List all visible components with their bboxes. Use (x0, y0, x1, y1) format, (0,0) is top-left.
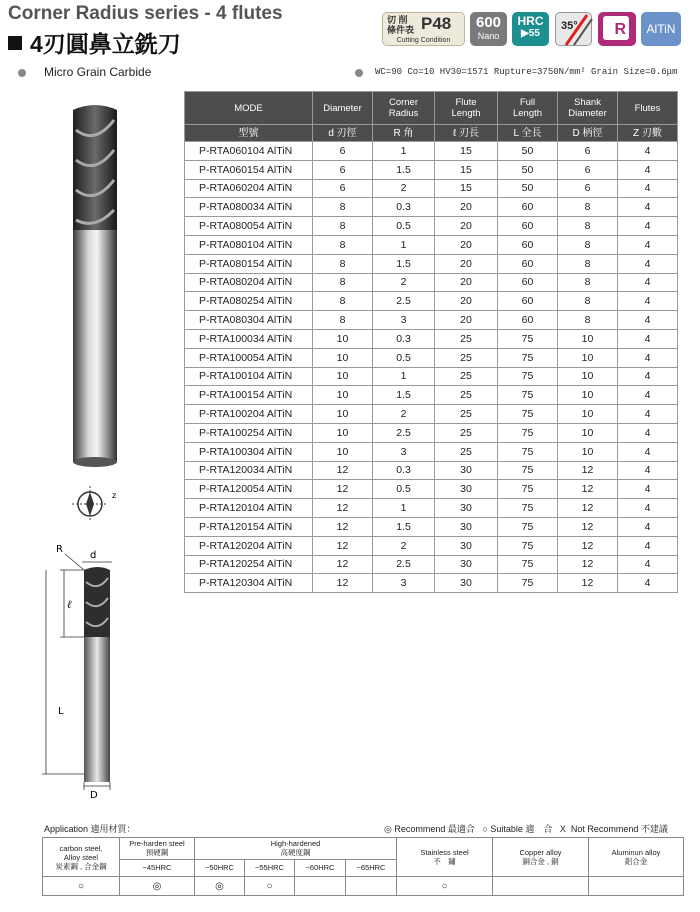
table-cell: 2.5 (373, 555, 435, 574)
table-cell: 10 (313, 386, 373, 405)
application-table (42, 837, 684, 896)
table-cell: 75 (498, 386, 558, 405)
col-shank-diameter: Shank Diameter (558, 92, 618, 125)
app-carbon-steel: carbon steel, Alloy steel 炭素鋼 , 合金鋼 (43, 838, 120, 877)
table-cell: P-RTA060154 AlTiN (185, 160, 313, 179)
table-cell: 4 (618, 273, 678, 292)
table-cell: 30 (435, 574, 498, 593)
col-diameter: Diameter (313, 92, 373, 125)
app-hrc-50: ~50HRC (195, 859, 245, 876)
table-cell: 6 (558, 160, 618, 179)
table-cell: 60 (498, 311, 558, 330)
table-cell: 4 (618, 423, 678, 442)
application-legend: ◎ Recommend 最適合 ○ Suitable 適 合 X Not Recommend 不建議 (384, 824, 668, 834)
col-flutes-zh: Z 刃數 (618, 125, 678, 142)
bullet-icon (355, 69, 363, 77)
col-mode: MODE (185, 92, 313, 125)
table-row (185, 217, 678, 236)
table-cell: 30 (435, 480, 498, 499)
table-cell: 12 (313, 480, 373, 499)
table-cell: 10 (558, 386, 618, 405)
table-cell: 8 (313, 254, 373, 273)
table-cell: 12 (313, 536, 373, 555)
col-full-length-zh: L 全長 (498, 125, 558, 142)
table-cell: 60 (498, 198, 558, 217)
helix-angle-value: 35° (561, 20, 578, 32)
table-cell: 20 (435, 235, 498, 254)
table-cell: P-RTA100204 AlTiN (185, 405, 313, 424)
table-cell: 2 (373, 536, 435, 555)
table-cell: P-RTA080254 AlTiN (185, 292, 313, 311)
table-cell: 20 (435, 254, 498, 273)
table-cell: 4 (618, 499, 678, 518)
table-cell: 12 (558, 555, 618, 574)
helix-angle-badge (555, 12, 592, 46)
nano-label: Nano (477, 31, 500, 41)
table-cell: 4 (618, 235, 678, 254)
dim-r-label: R (56, 544, 63, 555)
table-cell: 60 (498, 292, 558, 311)
table-row (185, 198, 678, 217)
table-cell: 0.3 (373, 329, 435, 348)
table-cell: 4 (618, 405, 678, 424)
col-corner-radius-zh: R 角 (373, 125, 435, 142)
table-cell: P-RTA120304 AlTiN (185, 574, 313, 593)
hrc-value: ▶55 (521, 28, 540, 39)
table-cell: 12 (558, 536, 618, 555)
table-cell: 8 (313, 273, 373, 292)
table-cell: 8 (558, 292, 618, 311)
table-row (185, 423, 678, 442)
table-cell: 10 (313, 329, 373, 348)
app-mark-hrc65 (346, 877, 397, 896)
table-cell: P-RTA100254 AlTiN (185, 423, 313, 442)
table-cell: 25 (435, 442, 498, 461)
table-cell: 10 (313, 423, 373, 442)
table-cell: 2.5 (373, 423, 435, 442)
coating-badge: AlTiN (641, 12, 681, 46)
app-copper: Copper alloy 銅合金 , 銅 (493, 838, 589, 877)
app-highhard: High-hardened 高硬度鋼 (195, 838, 397, 860)
table-cell: 4 (618, 536, 678, 555)
table-cell: 8 (558, 311, 618, 330)
table-cell: 10 (558, 405, 618, 424)
table-cell: P-RTA080304 AlTiN (185, 311, 313, 330)
table-cell: P-RTA100034 AlTiN (185, 329, 313, 348)
square-bullet-icon (8, 36, 22, 50)
col-full-length: Full Length (498, 92, 558, 125)
table-row (185, 405, 678, 424)
table-cell: P-RTA060104 AlTiN (185, 142, 313, 161)
app-mark-aluminum (589, 877, 684, 896)
table-cell: 8 (558, 254, 618, 273)
table-cell: 0.5 (373, 217, 435, 236)
table-cell: P-RTA120054 AlTiN (185, 480, 313, 499)
table-cell: 2.5 (373, 292, 435, 311)
table-cell: 10 (558, 423, 618, 442)
table-cell: 75 (498, 480, 558, 499)
table-row (185, 574, 678, 593)
table-cell: P-RTA100104 AlTiN (185, 367, 313, 386)
hrc-badge (512, 12, 549, 46)
table-cell: 2 (373, 405, 435, 424)
table-cell: 50 (498, 160, 558, 179)
table-cell: 12 (313, 555, 373, 574)
table-cell: 12 (313, 461, 373, 480)
table-cell: 20 (435, 198, 498, 217)
table-row (185, 367, 678, 386)
table-cell: 4 (618, 160, 678, 179)
table-cell: 0.5 (373, 348, 435, 367)
table-cell: P-RTA120034 AlTiN (185, 461, 313, 480)
table-cell: 8 (558, 198, 618, 217)
table-cell: 75 (498, 461, 558, 480)
app-mark-hrc60 (295, 877, 346, 896)
table-cell: P-RTA120204 AlTiN (185, 536, 313, 555)
bullet-icon (18, 69, 26, 77)
material-specs: WC=90 Co=10 HV30=1571 Rupture=3750N/mm² Grain Size=0.6μm (375, 67, 678, 77)
table-cell: 75 (498, 499, 558, 518)
table-row (185, 329, 678, 348)
table-cell: 75 (498, 555, 558, 574)
table-cell: 12 (313, 574, 373, 593)
col-corner-radius: Corner Radius (373, 92, 435, 125)
table-cell: P-RTA120104 AlTiN (185, 499, 313, 518)
table-cell: 60 (498, 273, 558, 292)
nano-badge (470, 12, 507, 46)
corner-radius-badge (598, 12, 636, 46)
app-mark-copper (493, 877, 589, 896)
table-row (185, 536, 678, 555)
table-cell: 25 (435, 386, 498, 405)
table-cell: 4 (618, 311, 678, 330)
table-cell: 10 (558, 329, 618, 348)
app-hrc-55: ~55HRC (245, 859, 295, 876)
table-cell: 25 (435, 367, 498, 386)
table-cell: 3 (373, 574, 435, 593)
table-cell: 8 (313, 292, 373, 311)
dim-full-length-label: L (58, 706, 64, 717)
table-cell: 15 (435, 142, 498, 161)
table-cell: P-RTA100304 AlTiN (185, 442, 313, 461)
table-cell: 75 (498, 329, 558, 348)
table-row (185, 386, 678, 405)
table-cell: P-RTA080034 AlTiN (185, 198, 313, 217)
table-cell: 8 (313, 311, 373, 330)
table-cell: 4 (618, 348, 678, 367)
dim-d-label: d (90, 550, 97, 561)
cutting-en-label: Cutting Condition (396, 37, 451, 44)
col-flute-length-zh: ℓ 刃長 (435, 125, 498, 142)
table-cell: 1.5 (373, 254, 435, 273)
table-cell: 4 (618, 480, 678, 499)
table-cell: 4 (618, 292, 678, 311)
table-cell: 25 (435, 405, 498, 424)
table-cell: 12 (558, 574, 618, 593)
table-cell: 4 (618, 574, 678, 593)
table-cell: 6 (313, 142, 373, 161)
app-preharden: Pre-harden steel 預硬鋼 (120, 838, 195, 860)
cutting-zh-label: 切 削 條件表 (387, 15, 415, 35)
table-cell: 30 (435, 461, 498, 480)
dimension-drawing (38, 542, 133, 802)
cutting-code: P48 (421, 14, 452, 33)
table-cell: 15 (435, 179, 498, 198)
application-label: Application 適用材質： (44, 824, 136, 834)
app-mark-stainless: ○ (397, 877, 493, 896)
table-cell: 6 (558, 142, 618, 161)
header-row-english (185, 92, 678, 125)
table-cell: 10 (558, 442, 618, 461)
spec-table (184, 91, 678, 593)
table-cell: 75 (498, 405, 558, 424)
table-row (185, 160, 678, 179)
table-cell: 4 (618, 217, 678, 236)
app-hrc-65: ~65HRC (346, 859, 397, 876)
table-cell: 75 (498, 517, 558, 536)
table-cell: 25 (435, 329, 498, 348)
table-cell: 4 (618, 142, 678, 161)
table-cell: 20 (435, 273, 498, 292)
table-cell: 2 (373, 273, 435, 292)
table-cell: 20 (435, 292, 498, 311)
table-cell: 4 (618, 329, 678, 348)
cutting-condition-badge[interactable] (382, 12, 465, 46)
table-cell: 75 (498, 423, 558, 442)
table-row (185, 480, 678, 499)
table-cell: P-RTA080104 AlTiN (185, 235, 313, 254)
table-cell: 4 (618, 179, 678, 198)
table-row (185, 311, 678, 330)
table-cell: 4 (618, 367, 678, 386)
app-preharden-hrc: ~45HRC (120, 859, 195, 876)
table-cell: 4 (618, 386, 678, 405)
end-mill-photo (60, 100, 130, 470)
col-mode-zh: 型號 (185, 125, 313, 142)
table-cell: 6 (558, 179, 618, 198)
table-cell: 30 (435, 555, 498, 574)
table-cell: P-RTA120254 AlTiN (185, 555, 313, 574)
table-cell: 60 (498, 235, 558, 254)
table-row (185, 461, 678, 480)
table-cell: 3 (373, 311, 435, 330)
table-cell: 10 (313, 442, 373, 461)
table-cell: 4 (618, 461, 678, 480)
cross-section-icon (68, 484, 128, 524)
table-cell: 4 (618, 254, 678, 273)
app-aluminum: Aluminun alloy 鋁合金 (589, 838, 684, 877)
table-cell: 4 (618, 198, 678, 217)
table-cell: 8 (313, 198, 373, 217)
table-row (185, 254, 678, 273)
table-cell: 2 (373, 179, 435, 198)
table-row (185, 179, 678, 198)
table-cell: 12 (313, 499, 373, 518)
app-mark-carbon: ○ (43, 877, 120, 896)
col-diameter-zh: d 刃徑 (313, 125, 373, 142)
table-row (185, 292, 678, 311)
table-cell: 12 (558, 499, 618, 518)
nano-number: 600 (475, 14, 502, 31)
table-cell: P-RTA060204 AlTiN (185, 179, 313, 198)
table-cell: 0.5 (373, 480, 435, 499)
table-cell: 50 (498, 142, 558, 161)
table-cell: P-RTA080054 AlTiN (185, 217, 313, 236)
table-row (185, 442, 678, 461)
table-cell: 10 (558, 348, 618, 367)
table-cell: 75 (498, 442, 558, 461)
dim-shank-diameter-label: D (90, 790, 98, 801)
header-row-chinese (185, 125, 678, 142)
table-row (185, 273, 678, 292)
page-title-english: Corner Radius series - 4 flutes (8, 3, 283, 24)
table-cell: P-RTA080154 AlTiN (185, 254, 313, 273)
table-cell: 25 (435, 423, 498, 442)
table-cell: P-RTA100154 AlTiN (185, 386, 313, 405)
table-row (185, 499, 678, 518)
table-cell: 10 (313, 348, 373, 367)
table-cell: 25 (435, 348, 498, 367)
table-cell: 3 (373, 442, 435, 461)
table-cell: 20 (435, 217, 498, 236)
table-cell: 0.3 (373, 461, 435, 480)
table-cell: 4 (618, 555, 678, 574)
table-cell: 30 (435, 499, 498, 518)
dim-flute-length-label: ℓ (67, 598, 72, 611)
table-cell: 1.5 (373, 517, 435, 536)
table-cell: 1 (373, 367, 435, 386)
table-row (185, 142, 678, 161)
table-cell: 8 (313, 235, 373, 254)
table-cell: 6 (313, 179, 373, 198)
table-cell: 12 (558, 480, 618, 499)
table-cell: 1.5 (373, 160, 435, 179)
table-cell: 4 (618, 517, 678, 536)
app-mark-hrc55: ○ (245, 877, 295, 896)
table-cell: 75 (498, 348, 558, 367)
table-cell: 12 (558, 517, 618, 536)
table-cell: 4 (618, 442, 678, 461)
table-cell: 30 (435, 517, 498, 536)
table-cell: 12 (558, 461, 618, 480)
table-cell: 10 (313, 405, 373, 424)
table-cell: 75 (498, 574, 558, 593)
app-mark-hrc50: ◎ (195, 877, 245, 896)
table-cell: 60 (498, 254, 558, 273)
table-cell: 1 (373, 142, 435, 161)
table-cell: 1.5 (373, 386, 435, 405)
table-row (185, 555, 678, 574)
app-stainless: Stainless steel 不 鏽 (397, 838, 493, 877)
table-cell: 1 (373, 235, 435, 254)
col-flute-length: Flute Length (435, 92, 498, 125)
table-cell: 30 (435, 536, 498, 555)
table-cell: 8 (558, 235, 618, 254)
page-title-chinese (8, 26, 181, 59)
table-cell: 20 (435, 311, 498, 330)
table-row (185, 235, 678, 254)
table-cell: 10 (313, 367, 373, 386)
table-cell: P-RTA120154 AlTiN (185, 517, 313, 536)
table-cell: 75 (498, 536, 558, 555)
app-mark-preharden: ◎ (120, 877, 195, 896)
table-cell: 8 (558, 273, 618, 292)
table-cell: 12 (313, 517, 373, 536)
table-cell: 75 (498, 367, 558, 386)
table-cell: 8 (313, 217, 373, 236)
table-row (185, 348, 678, 367)
table-row (185, 517, 678, 536)
col-flutes: Flutes (618, 92, 678, 125)
axis-z-label: z (112, 491, 117, 500)
table-cell: P-RTA100054 AlTiN (185, 348, 313, 367)
table-cell: 6 (313, 160, 373, 179)
table-cell: 0.3 (373, 198, 435, 217)
table-cell: 15 (435, 160, 498, 179)
app-hrc-60: ~60HRC (295, 859, 346, 876)
hrc-label: HRC (517, 14, 544, 28)
table-cell: P-RTA080204 AlTiN (185, 273, 313, 292)
table-cell: 60 (498, 217, 558, 236)
table-cell: 8 (558, 217, 618, 236)
table-cell: 50 (498, 179, 558, 198)
material-label: Micro Grain Carbide (44, 65, 152, 79)
title-zh-text: 4刃圓鼻立銑刀 (30, 31, 181, 57)
table-cell: 1 (373, 499, 435, 518)
table-cell: 10 (558, 367, 618, 386)
col-shank-diameter-zh: D 柄徑 (558, 125, 618, 142)
corner-radius-label: R (603, 16, 629, 40)
